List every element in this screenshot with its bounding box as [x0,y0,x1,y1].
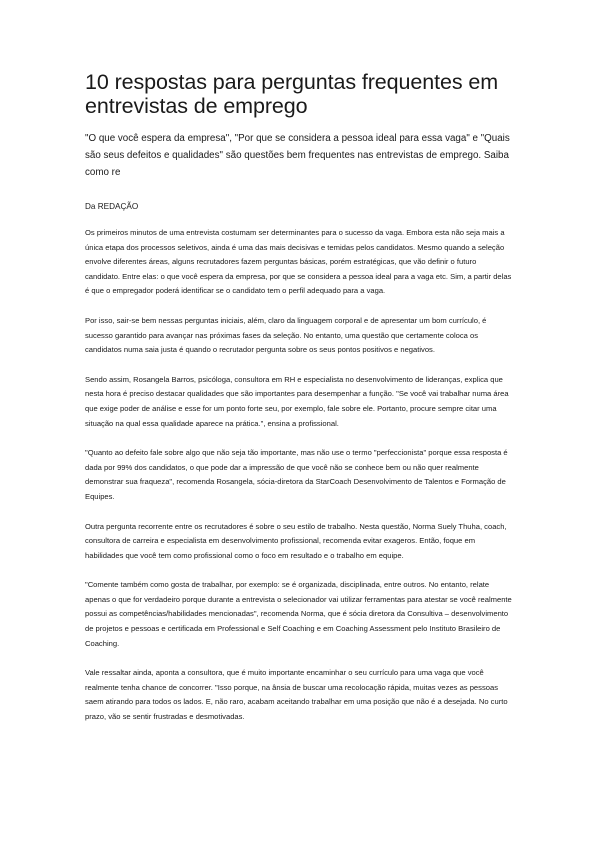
article-paragraph-5: Outra pergunta recorrente entre os recrutadores é sobre o seu estilo de trabalho. Nesta questão, Norma Suely Thuha, coach, consultora de carreira e especialista em desenvolvimento profissional, recomenda evitar exageros. Então, foque em habilidades que você tem como profissional como o foco em resultado e o trabalho em equipe. [85,521,507,560]
article-body [85,226,513,725]
article-paragraph-3: Sendo assim, Rosangela Barros, psicóloga, consultora em RH e especialista no desenvolvimento de lideranças, explica que nesta hora é preciso destacar qualidades que são importantes para desempenhar a função. "Se você vai trabalhar numa área que exige poder de análise e esse for um ponto forte seu, por exemplo, fale sobre ele. Portanto, procure sempre citar uma situação na qual essa qualidade aparece na prática.", ensina a profissional. [85,374,509,428]
article-lead: "O que você espera da empresa", "Por que se considera a pessoa ideal para essa vaga" e "Quais são seus defeitos e qualidades" são questões bem frequentes nas entrevistas de emprego. Saiba como re [85,133,510,178]
article-paragraph-2: Por isso, sair-se bem nessas perguntas iniciais, além, claro da linguagem corporal e de apresentar um bom currículo, é sucesso garantido para avançar nas próximas fases da seleção. No entanto, uma questão que certamente coloca os candidatos numa saia justa é quando o recrutador pergunta sobre os seus pontos positivos e negativos. [85,315,487,355]
article-byline: Da REDAÇÃO [85,202,139,211]
article [85,70,513,740]
article-paragraph-6: "Comente também como gosta de trabalhar, por exemplo: se é organizada, disciplinada, entre outros. No entanto, relate apenas o que for verdadeiro porque durante a entrevista o selecionador vai utilizar ferramentas para atestar se você realmente possui as competências/habilidades mencionadas", recomenda Norma, que é sócia diretora da Consultiva – desenvolvimento de projetos e pessoas e certificada em Professional e Self Coaching e em Coaching Assessment pelo Instituto Brasileiro de Coaching. [85,580,512,648]
article-title: 10 respostas para perguntas frequentes em entrevistas de emprego [85,70,499,118]
article-paragraph-1: Os primeiros minutos de uma entrevista costumam ser determinantes para o sucesso da vaga. Embora esta não seja mais a única etapa dos processos seletivos, ainda é uma das mais decisivas e temidas pelos candidatos. Mesmo quando a seleção envolve diferentes áreas, alguns recrutadores fazem perguntas básicas, porém estratégicas, que vão definir o futuro candidato. Entre elas: o que você espera da empresa, por que se considera a pessoa ideal para a vaga etc. Sim, a partir delas é que o empregador poderá identificar se o candidato tem o perfil adequado para a vaga. [85,228,512,296]
article-paragraph-7: Vale ressaltar ainda, aponta a consultora, que é muito importante encaminhar o seu currículo para uma vaga que você realmente tenha chance de concorrer. "Isso porque, na ânsia de buscar uma recolocação rápida, muitas vezes as pessoas saem atirando para todos os lados. E, não raro, acabam aceitando trabalhar em uma posição que não é a desejada. No curto prazo, vão se sentir frustradas e desmotivadas. [85,668,508,722]
article-paragraph-4: "Quanto ao defeito fale sobre algo que não seja tão importante, mas não use o termo "perfeccionista" porque essa resposta é dada por 99% dos candidatos, o que pode dar a impressão de que você não se conhece bem ou não quer realmente demonstrar sua fraqueza", recomenda Rosangela, sócia-diretora da StarCoach Desenvolvimento de Talentos e Formação de Equipes. [85,448,508,501]
